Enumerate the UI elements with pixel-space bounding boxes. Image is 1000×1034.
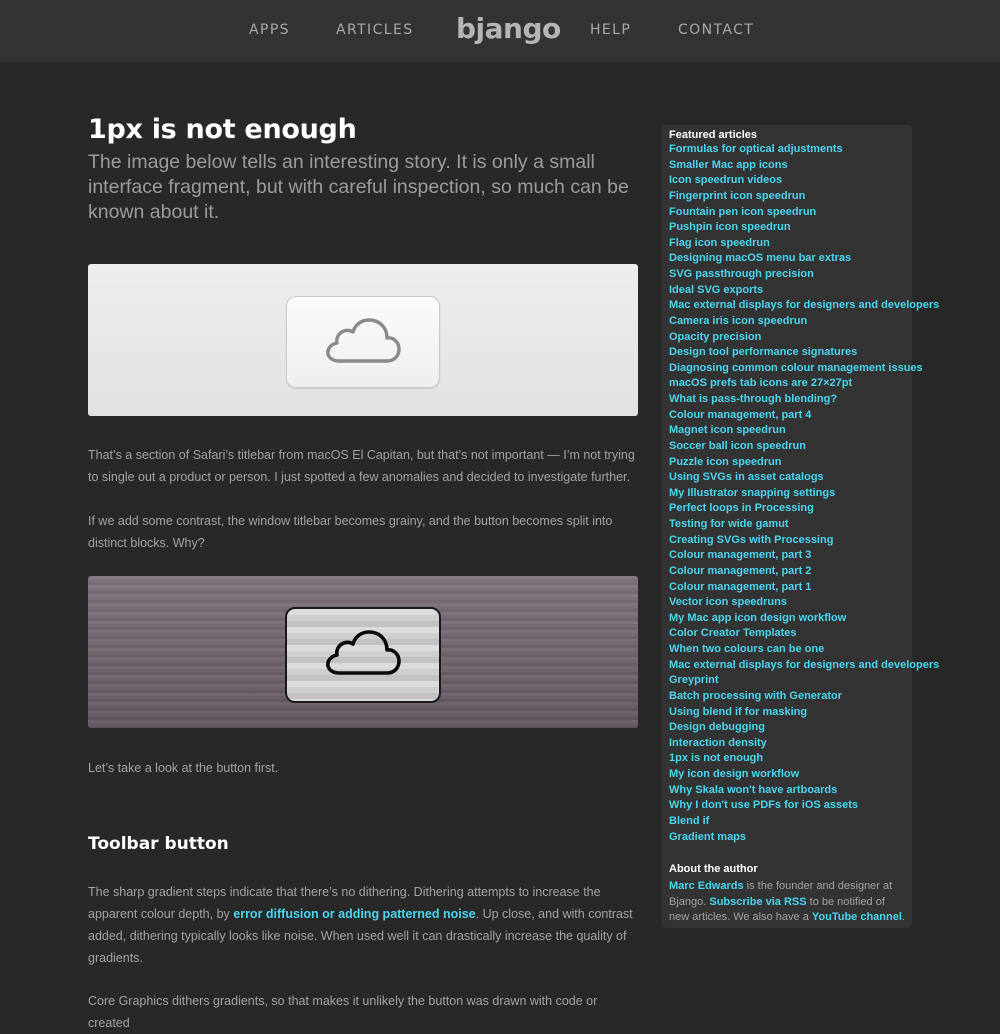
error-diffusion-link[interactable]: error diffusion or adding patterned noise: [233, 907, 476, 921]
featured-article-link[interactable]: Magnet icon speedrun: [669, 424, 786, 437]
paragraph-5: Core Graphics dithers gradients, so that makes it unlikely the button was drawn with code or created: [88, 994, 598, 1030]
featured-article-link[interactable]: Camera iris icon speedrun: [669, 314, 808, 327]
featured-article-link[interactable]: Interaction density: [669, 736, 767, 749]
featured-article-link[interactable]: Colour management, part 4: [669, 408, 812, 421]
toolbar-button-illustration: [286, 296, 440, 388]
featured-article-link[interactable]: Greyprint: [669, 674, 719, 687]
featured-article-link[interactable]: Vector icon speedruns: [669, 596, 787, 609]
nav-apps[interactable]: APPS: [249, 22, 290, 38]
featured-article-link[interactable]: Why Skala won't have artboards: [669, 783, 838, 796]
featured-article-link[interactable]: Testing for wide gamut: [669, 518, 789, 530]
paragraph-4-text-b: . Up close, and with contrast added, dithering typically looks like noise. When used well it can drastically increase the quality of gradients.: [88, 907, 633, 965]
about-author-text: [669, 879, 907, 926]
article-intro: The image below tells an interesting story. It is only a small interface fragment, but with careful inspection, so much can be known about it.: [88, 151, 629, 223]
featured-article-link[interactable]: When two colours can be one: [669, 643, 825, 655]
featured-article-link[interactable]: Batch processing with Generator: [669, 689, 842, 702]
featured-articles-list: [669, 142, 940, 845]
featured-article-link[interactable]: Fountain pen icon speedrun: [669, 205, 817, 218]
nav-contact[interactable]: CONTACT: [678, 22, 755, 38]
featured-article-link[interactable]: Gradient maps: [669, 830, 747, 843]
featured-article-link[interactable]: Blend if: [669, 814, 710, 827]
featured-article-link[interactable]: Design tool performance signatures: [669, 346, 858, 359]
featured-articles-heading: Featured articles: [669, 129, 758, 141]
about-text-3: .: [901, 911, 905, 924]
section-heading-toolbar-button: Toolbar button: [88, 834, 229, 854]
nav-articles[interactable]: ARTICLES: [336, 22, 414, 38]
site-logo[interactable]: bjango: [456, 12, 561, 45]
featured-article-link[interactable]: Creating SVGs with Processing: [669, 533, 834, 546]
contrast-button-illustration: [285, 607, 441, 703]
featured-article-link[interactable]: Smaller Mac app icons: [669, 158, 788, 171]
top-navigation: [0, 0, 1000, 63]
paragraph-3: Let’s take a look at the button first.: [88, 761, 279, 775]
featured-article-link[interactable]: Opacity precision: [669, 330, 762, 343]
sidebar: [662, 125, 940, 928]
featured-article-link[interactable]: Design debugging: [669, 721, 765, 734]
featured-article-link[interactable]: What is pass-through blending?: [669, 393, 838, 405]
cloud-icon: [325, 315, 401, 367]
featured-article-link[interactable]: Formulas for optical adjustments: [669, 143, 843, 155]
featured-article-link[interactable]: Soccer ball icon speedrun: [669, 439, 806, 452]
nav-help[interactable]: HELP: [590, 22, 632, 38]
featured-article-link[interactable]: Colour management, part 2: [669, 564, 812, 577]
article-header: [88, 112, 638, 225]
contrast-titlebar-image: [88, 576, 638, 728]
featured-article-link[interactable]: Mac external displays for designers and developers: [669, 299, 940, 312]
about-text-2: to be notified of new articles. We also have a: [669, 895, 885, 924]
featured-article-link[interactable]: Perfect loops in Processing: [669, 502, 814, 515]
author-link[interactable]: Marc Edwards: [669, 880, 744, 892]
featured-article-link[interactable]: macOS prefs tab icons are 27×27pt: [669, 377, 853, 390]
featured-article-link[interactable]: Color Creator Templates: [669, 627, 797, 640]
about-author-heading: About the author: [669, 863, 758, 875]
paragraph-2: If we add some contrast, the window titlebar becomes grainy, and the button becomes split into distinct blocks. Why?: [88, 514, 613, 550]
featured-article-link[interactable]: Pushpin icon speedrun: [669, 221, 791, 234]
featured-article-link[interactable]: My icon design workflow: [669, 768, 800, 780]
featured-article-link[interactable]: Icon speedrun videos: [669, 174, 783, 187]
article-title: 1px is not enough: [88, 114, 357, 145]
cloud-icon: [325, 627, 401, 679]
paragraph-4-text-a: The sharp gradient steps indicate that there’s no dithering. Dithering attempts to increase the apparent colour depth, by: [88, 885, 601, 921]
featured-article-link[interactable]: Flag icon speedrun: [669, 236, 770, 249]
featured-article-link[interactable]: Using blend if for masking: [669, 705, 808, 718]
featured-article-link[interactable]: Puzzle icon speedrun: [669, 455, 782, 468]
featured-article-link[interactable]: 1px is not enough: [669, 752, 764, 765]
paragraph-4: [88, 881, 638, 969]
featured-article-link[interactable]: Fingerprint icon speedrun: [669, 189, 806, 202]
featured-article-link[interactable]: Designing macOS menu bar extras: [669, 252, 852, 265]
youtube-link[interactable]: YouTube channel: [811, 911, 902, 924]
featured-article-link[interactable]: My Illustrator snapping settings: [669, 486, 836, 499]
featured-article-link[interactable]: Colour management, part 1: [669, 580, 812, 593]
featured-article-link[interactable]: Mac external displays for designers and developers: [669, 658, 940, 671]
featured-article-link[interactable]: Ideal SVG exports: [669, 283, 764, 296]
featured-article-link[interactable]: Colour management, part 3: [669, 549, 812, 562]
rss-link[interactable]: Subscribe via RSS: [709, 895, 807, 908]
about-text-1: is the founder and designer at Bjango.: [669, 880, 893, 908]
titlebar-image: [88, 264, 638, 416]
featured-article-link[interactable]: My Mac app icon design workflow: [669, 611, 847, 624]
featured-article-link[interactable]: Diagnosing common colour management issues: [669, 361, 923, 374]
featured-article-link[interactable]: Using SVGs in asset catalogs: [669, 471, 824, 484]
featured-article-link[interactable]: SVG passthrough precision: [669, 268, 814, 280]
featured-article-link[interactable]: Why I don't use PDFs for iOS assets: [669, 799, 859, 812]
paragraph-1: That’s a section of Safari’s titlebar from macOS El Capitan, but that’s not important — I’m not trying to single out a product or person. I just spotted a few anomalies and decided to investigate further.: [88, 448, 635, 484]
